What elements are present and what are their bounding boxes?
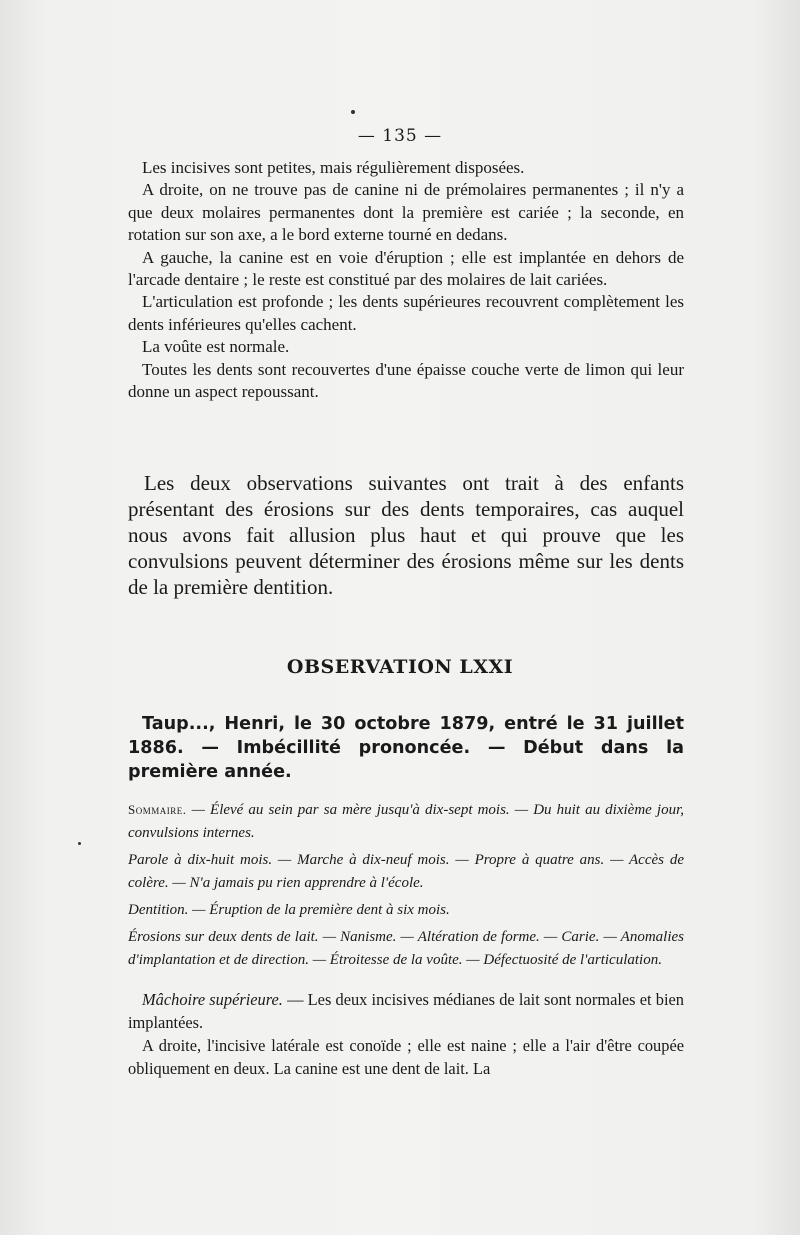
summary-line: Érosions sur deux dents de lait. — Nanisme. — Altération de forme. — Carie. — Anomalies d'implantation et de direction. — Étroitesse de la voûte. — Défectuosité de l'articulation. — [128, 929, 684, 968]
ink-speck — [78, 842, 81, 845]
summary-block — [128, 798, 684, 976]
intro-block — [128, 470, 684, 600]
paragraph: A gauche, la canine est en voie d'éruption ; elle est implantée en dehors de l'arcade dentaire ; le reste est constitué par des molaires de lait cariées. — [128, 247, 684, 290]
paragraph: A droite, on ne trouve pas de canine ni de prémolaires permanentes ; il n'y a que deux molaires permanentes dont la première est cariée ; la seconde, en rotation sur son axe, a le bord externe tourné en dedans. — [128, 180, 684, 245]
paragraph — [128, 988, 684, 1034]
summary-label: Sommaire. — [128, 802, 187, 817]
summary-line: Dentition. — Éruption de la première dent à six mois. — [128, 902, 450, 918]
paragraph: A droite, l'incisive latérale est conoïde ; elle est naine ; elle a l'air d'être coupée obliquement en deux. La canine est une dent de lait. La — [128, 1036, 684, 1078]
observation-title: OBSERVATION LXXI — [286, 656, 514, 678]
summary-text: — Élevé au sein par sa mère jusqu'à dix-sept mois. — Du huit au dixième jour, convulsions internes. — [128, 802, 685, 841]
body-block — [128, 988, 684, 1080]
top-text-block — [128, 157, 684, 403]
summary-line: Parole à dix-huit mois. — Marche à dix-neuf mois. — Propre à quatre ans. — Accès de colère. — N'a jamais pu rien apprendre à l'école. — [128, 852, 684, 891]
paragraph: Les incisives sont petites, mais régulièrement disposées. — [142, 158, 525, 177]
paragraph: La voûte est normale. — [142, 337, 290, 357]
case-title: Taup..., Henri, le 30 octobre 1879, entré le 31 juillet 1886. — Imbécillité prononcée. — Début dans la première année. — [128, 714, 684, 782]
summary-line — [128, 798, 684, 845]
paragraph: Toutes les dents sont recouvertes d'une épaisse couche verte de limon qui leur donne un aspect repoussant. — [128, 359, 684, 402]
upper-jaw-label: Mâchoire supérieure. — [142, 990, 283, 1009]
intro-paragraph: Les deux observations suivantes ont trait à des enfants présentant des érosions sur des dents temporaires, cas auquel nous avons fait allusion plus haut et qui prouve que les convulsions peuvent déterminer des érosions même sur les dents de la première dentition. — [128, 471, 684, 599]
ink-speck — [351, 110, 355, 114]
paragraph: L'articulation est profonde ; les dents supérieures recouvrent complètement les dents inférieures qu'elles cachent. — [128, 292, 684, 334]
page-number: — 135 — — [357, 126, 443, 146]
upper-jaw-text: — Les deux incisives médianes de lait sont normales et bien implantées. — [128, 990, 684, 1032]
